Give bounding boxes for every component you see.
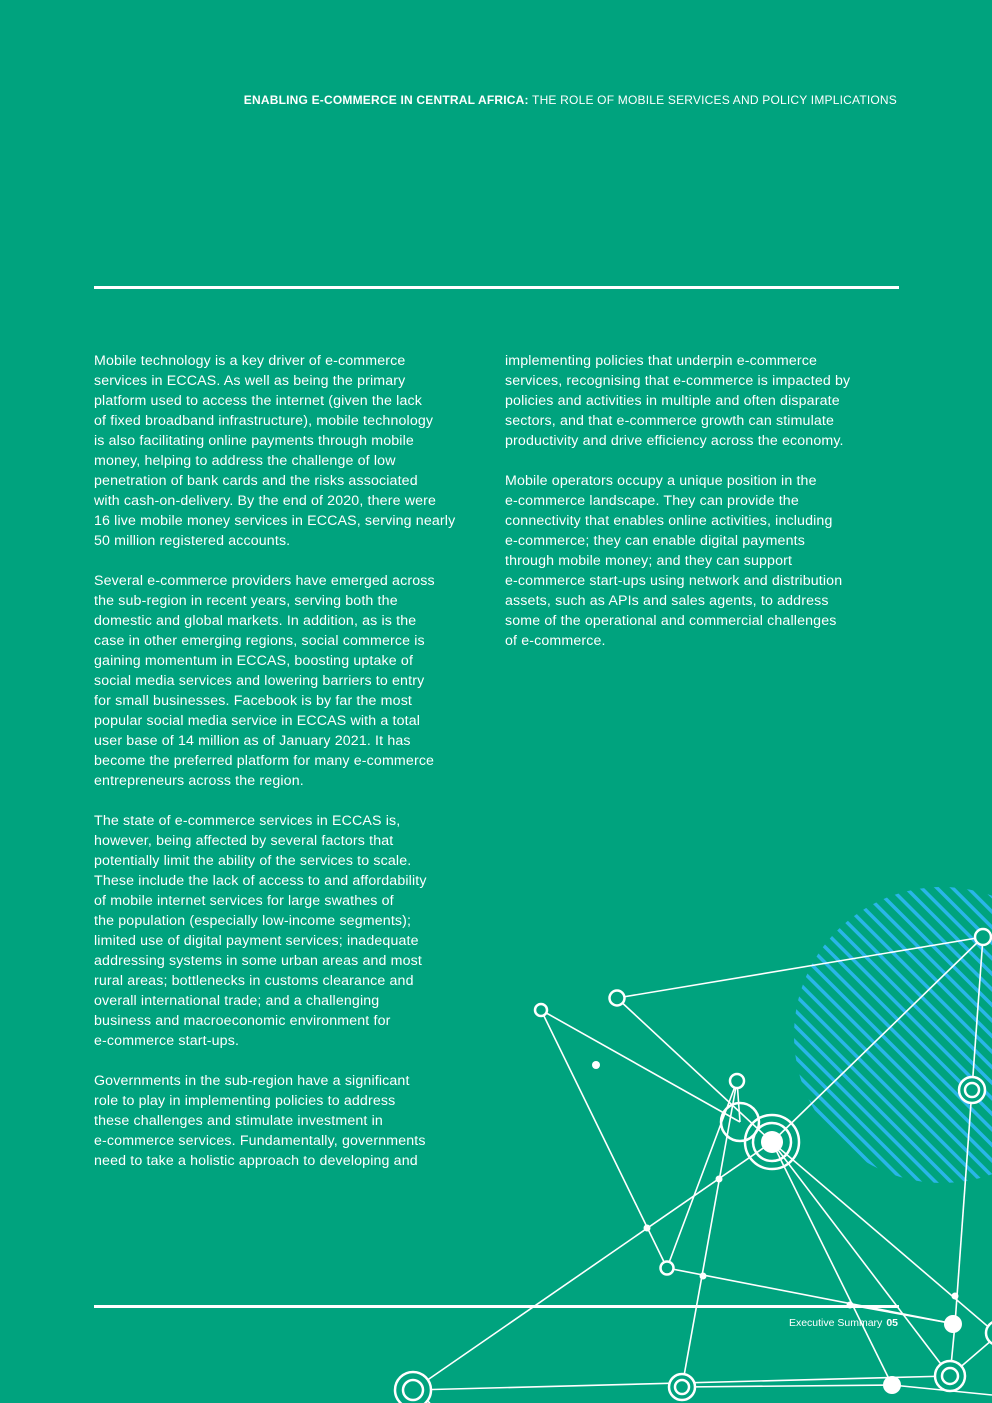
text-line: of fixed broadband infrastructure), mobile technology — [94, 413, 434, 429]
text-line: business and macroeconomic environment for — [94, 1013, 391, 1029]
text-line: social media services and lowering barriers to entry — [94, 673, 425, 689]
text-line: Mobile operators occupy a unique position in the — [505, 473, 817, 489]
text-line: with cash-on-delivery. By the end of 2020, there were — [94, 493, 437, 509]
node-dot — [700, 1273, 707, 1280]
text-line: services, recognising that e-commerce is impacted by — [505, 373, 851, 389]
text-line: some of the operational and commercial challenges — [505, 613, 837, 629]
node-dot — [761, 1131, 783, 1153]
running-header-title: ENABLING E-COMMERCE IN CENTRAL AFRICA: — [243, 93, 529, 107]
text-line: Mobile technology is a key driver of e-commerce — [94, 353, 406, 369]
node-dot-large — [883, 1376, 901, 1394]
node-dot — [592, 1061, 600, 1069]
node-ring — [959, 1077, 985, 1103]
text-line: e-commerce landscape. They can provide the — [505, 493, 799, 509]
text-line: services in ECCAS. As well as being the primary — [94, 373, 406, 389]
text-line: limited use of digital payment services; inadequate — [94, 933, 419, 949]
text-line: need to take a holistic approach to developing and — [94, 1153, 418, 1169]
hatched-circle — [794, 887, 992, 1183]
node-dot — [644, 1225, 651, 1232]
text-line: popular social media service in ECCAS with a total — [94, 713, 421, 729]
node-ring — [395, 1372, 431, 1403]
text-line: 16 live mobile money services in ECCAS, serving nearly — [94, 513, 456, 529]
text-line: user base of 14 million as of January 2021. It has — [94, 733, 411, 749]
footer-section-label: Executive Summary — [788, 1317, 883, 1329]
text-line: entrepreneurs across the region. — [94, 773, 304, 789]
text-line: however, being affected by several factors that — [94, 833, 394, 849]
text-line: These include the lack of access to and affordability — [94, 873, 427, 889]
text-line: Several e-commerce providers have emerged across — [94, 573, 435, 589]
text-line: The state of e-commerce services in ECCAS is, — [94, 813, 401, 829]
text-line: role to play in implementing policies to address — [94, 1093, 396, 1109]
text-line: these challenges and stimulate investment in — [94, 1113, 383, 1129]
node-dot — [716, 1176, 723, 1183]
text-line: overall international trade; and a challenging — [94, 993, 380, 1009]
text-line: e-commerce start-ups. — [94, 1033, 240, 1049]
text-line: through mobile money; and they can support — [505, 553, 793, 569]
text-line: for small businesses. Facebook is by far the most — [94, 693, 413, 709]
node-ring — [535, 1004, 547, 1016]
text-line: 50 million registered accounts. — [94, 533, 291, 549]
text-line: sectors, and that e-commerce growth can stimulate — [505, 413, 835, 429]
node-dot-large — [944, 1315, 962, 1333]
text-line: of e-commerce. — [505, 633, 606, 649]
page-number: 05 — [886, 1317, 898, 1329]
text-line: productivity and drive efficiency across the economy. — [505, 433, 844, 449]
running-header-subtitle: THE ROLE OF MOBILE SERVICES AND POLICY IMPLICATIONS — [528, 93, 897, 107]
node-dot — [952, 1293, 959, 1300]
text-line: e-commerce start-ups using network and distribution — [505, 573, 843, 589]
node-ring — [610, 991, 625, 1006]
text-line: of mobile internet services for large swathes of — [94, 893, 394, 909]
text-line: domestic and global markets. In addition, as is the — [94, 613, 417, 629]
text-line: e-commerce services. Fundamentally, governments — [94, 1133, 426, 1149]
text-line: platform used to access the internet (given the lack — [94, 393, 422, 409]
text-line: the population (especially low-income segments); — [94, 913, 412, 929]
node-ring — [975, 929, 991, 945]
text-line: assets, such as APIs and sales agents, to address — [505, 593, 829, 609]
text-line: potentially limit the ability of the services to scale. — [94, 853, 412, 869]
text-line: penetration of bank cards and the risks associated — [94, 473, 418, 489]
text-line: rural areas; bottlenecks in customs clearance and — [94, 973, 414, 989]
text-line: gaining momentum in ECCAS, boosting uptake of — [94, 653, 414, 669]
text-line: Governments in the sub-region have a significant — [94, 1073, 410, 1089]
page-footer — [789, 1317, 898, 1329]
text-line: implementing policies that underpin e-commerce — [505, 353, 818, 369]
text-line: policies and activities in multiple and often disparate — [505, 393, 840, 409]
text-line: e-commerce; they can enable digital payments — [505, 533, 805, 549]
text-line: is also facilitating online payments through mobile — [94, 433, 414, 449]
node-ring — [730, 1074, 744, 1088]
node-ring — [669, 1374, 695, 1400]
text-line: money, helping to address the challenge of low — [94, 453, 396, 469]
text-line: the sub-region in recent years, serving both the — [94, 593, 398, 609]
text-line: case in other emerging regions, social commerce is — [94, 633, 425, 649]
text-line: connectivity that enables online activities, including — [505, 513, 833, 529]
node-ring — [935, 1361, 965, 1391]
text-line: addressing systems in some urban areas and most — [94, 953, 423, 969]
text-line: become the preferred platform for many e-commerce — [94, 753, 435, 769]
bottom-divider — [94, 1305, 899, 1308]
node-ring — [661, 1262, 674, 1275]
